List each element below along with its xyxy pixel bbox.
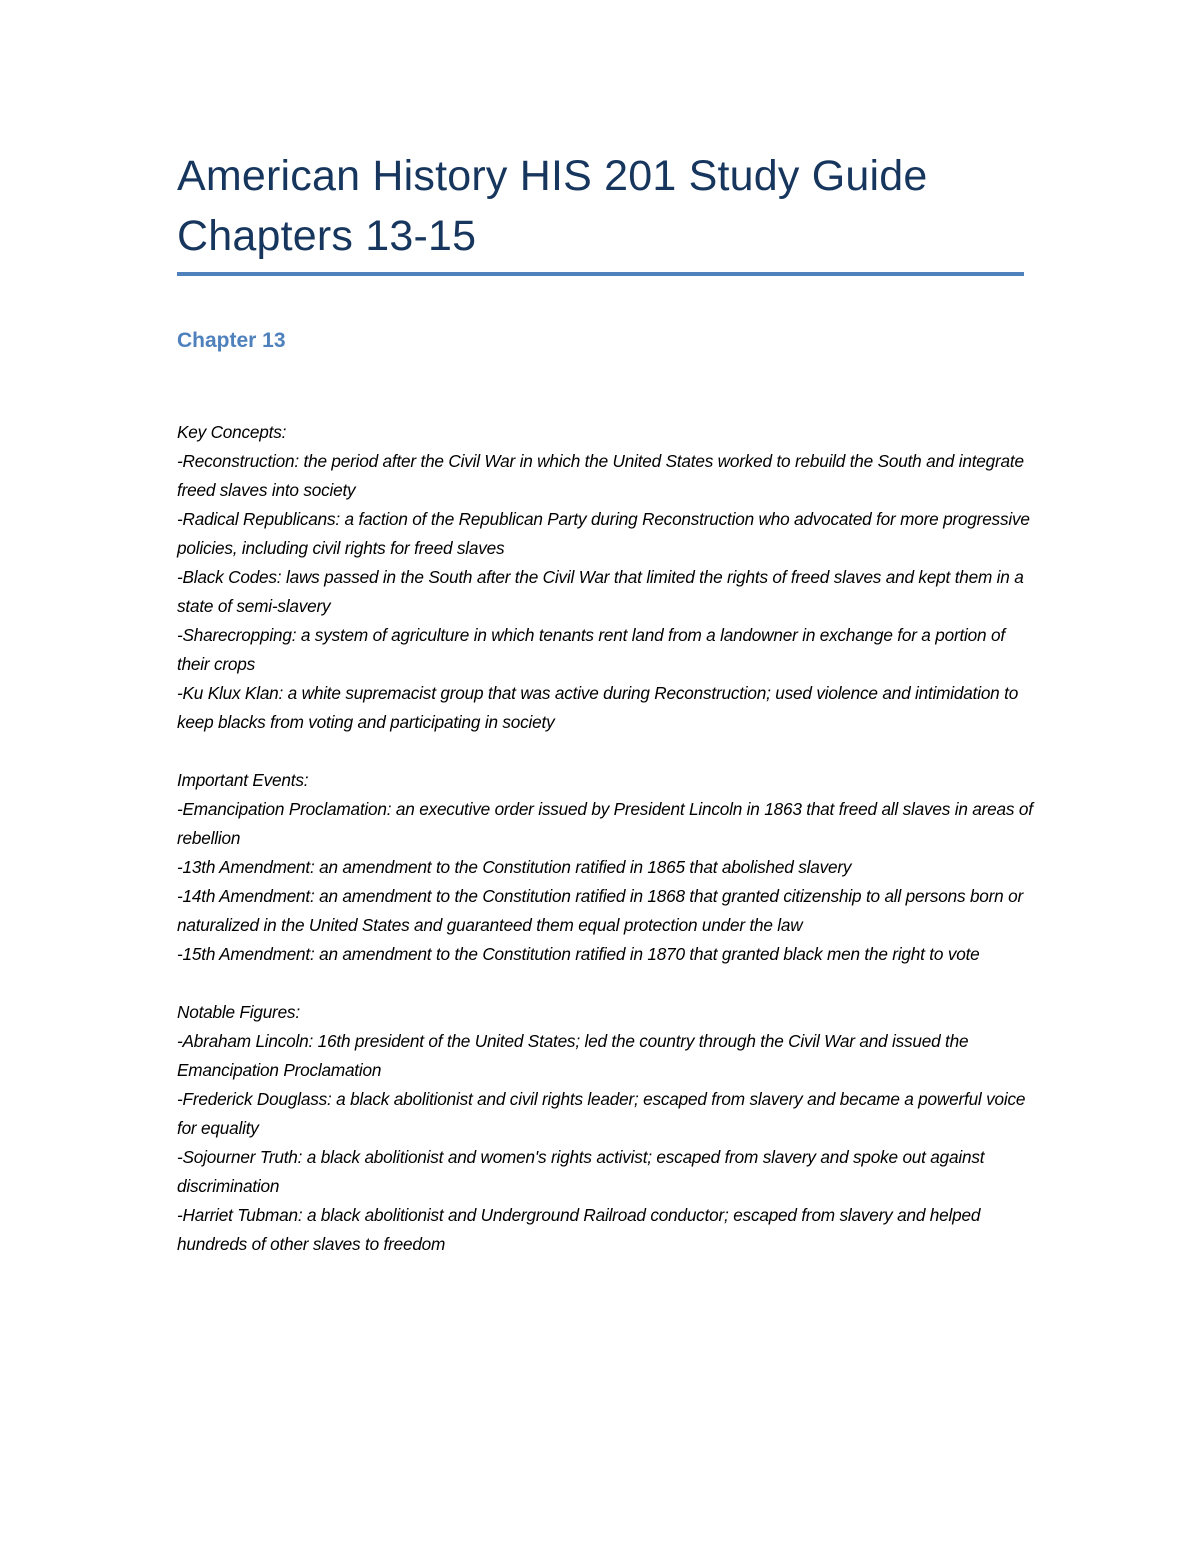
key-concept-entry: -Sharecropping: a system of agriculture in which tenants rent land from a landowner in exchange for a portion of their crops: [177, 625, 1005, 674]
chapter-heading: Chapter 13: [177, 329, 286, 352]
notable-figures-section: [177, 998, 1037, 1259]
event-entry: -Emancipation Proclamation: an executive order issued by President Lincoln in 1863 that freed all slaves in areas of rebellion: [177, 799, 1033, 848]
figure-entry: -Abraham Lincoln: 16th president of the United States; led the country through the Civil War and issued the Emancipation Proclamation: [177, 1031, 969, 1080]
event-entry: -15th Amendment: an amendment to the Constitution ratified in 1870 that granted black men the right to vote: [177, 944, 980, 964]
key-concepts-section: [177, 418, 1037, 737]
key-concept-entry: -Reconstruction: the period after the Civil War in which the United States worked to rebuild the South and integrate freed slaves into society: [177, 451, 1024, 500]
figure-entry: -Frederick Douglass: a black abolitionist and civil rights leader; escaped from slavery and became a powerful voice for equality: [177, 1089, 1026, 1138]
event-entry: -14th Amendment: an amendment to the Constitution ratified in 1868 that granted citizenship to all persons born or naturalized in the United States and guaranteed them equal protection under the law: [177, 886, 1023, 935]
document-title: American History HIS 201 Study Guide Chapters 13-15: [177, 152, 928, 260]
figure-entry: -Harriet Tubman: a black abolitionist and Underground Railroad conductor; escaped from slavery and helped hundreds of other slaves to freedom: [177, 1205, 981, 1254]
figure-entry: -Sojourner Truth: a black abolitionist and women's rights activist; escaped from slavery and spoke out against discrimination: [177, 1147, 985, 1196]
important-events-label: Important Events:: [177, 770, 309, 790]
notable-figures-label: Notable Figures:: [177, 1002, 300, 1022]
key-concept-entry: -Black Codes: laws passed in the South after the Civil War that limited the rights of freed slaves and kept them in a state of semi-slavery: [177, 567, 1024, 616]
key-concepts-label: Key Concepts:: [177, 422, 287, 442]
key-concept-entry: -Radical Republicans: a faction of the Republican Party during Reconstruction who advocated for more progressive policies, including civil rights for freed slaves: [177, 509, 1030, 558]
event-entry: -13th Amendment: an amendment to the Constitution ratified in 1865 that abolished slavery: [177, 857, 852, 877]
important-events-section: [177, 766, 1037, 969]
chapter-body: [177, 418, 1037, 1288]
title-underline-rule: [177, 272, 1024, 276]
key-concept-entry: -Ku Klux Klan: a white supremacist group that was active during Reconstruction; used violence and intimidation to keep blacks from voting and participating in society: [177, 683, 1019, 732]
